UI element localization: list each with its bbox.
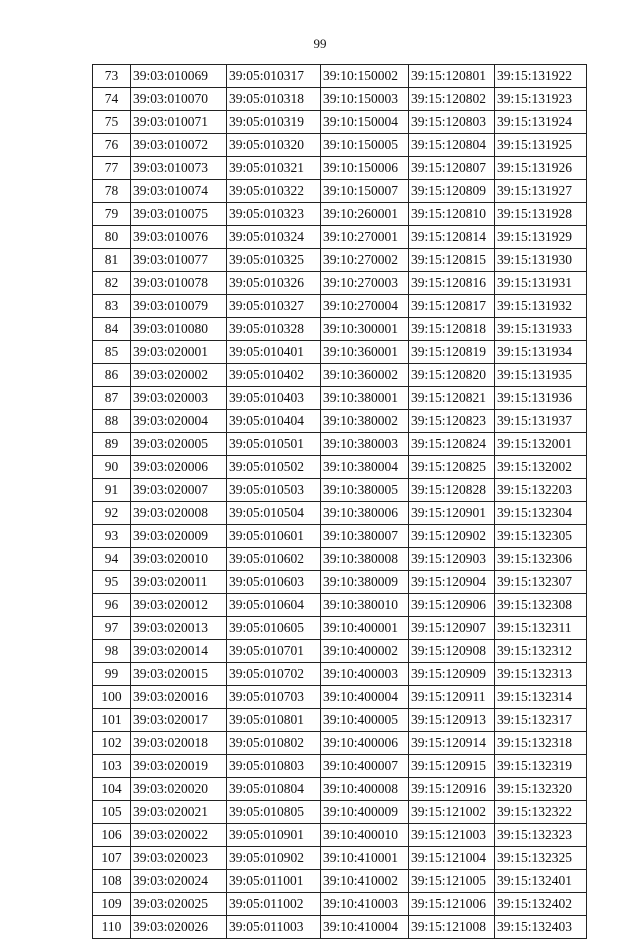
cadastral-code-cell: 39:15:131933 xyxy=(495,318,587,341)
cadastral-code-cell: 39:05:010605 xyxy=(227,617,321,640)
cadastral-code-cell: 39:10:270002 xyxy=(321,249,409,272)
table-row xyxy=(93,755,587,778)
bottom-edge xyxy=(0,902,640,903)
table-row xyxy=(93,502,587,525)
row-number-cell: 74 xyxy=(93,88,131,111)
cadastral-code-cell: 39:05:010502 xyxy=(227,456,321,479)
table-row xyxy=(93,709,587,732)
row-number-cell: 84 xyxy=(93,318,131,341)
cadastral-code-cell: 39:15:131930 xyxy=(495,249,587,272)
row-number-cell: 99 xyxy=(93,663,131,686)
cadastral-code-cell: 39:05:010902 xyxy=(227,847,321,870)
cadastral-code-cell: 39:05:010804 xyxy=(227,778,321,801)
cadastral-code-cell: 39:15:120909 xyxy=(409,663,495,686)
table-row xyxy=(93,295,587,318)
cadastral-code-cell: 39:15:131936 xyxy=(495,387,587,410)
cadastral-code-cell: 39:15:131935 xyxy=(495,364,587,387)
cadastral-code-cell: 39:10:410001 xyxy=(321,847,409,870)
row-number-cell: 104 xyxy=(93,778,131,801)
cadastral-code-cell: 39:15:132402 xyxy=(495,893,587,916)
cadastral-code-cell: 39:03:020022 xyxy=(131,824,227,847)
cadastral-code-cell: 39:10:150006 xyxy=(321,157,409,180)
cadastral-code-cell: 39:10:400001 xyxy=(321,617,409,640)
row-number-cell: 92 xyxy=(93,502,131,525)
cadastral-code-cell: 39:05:010317 xyxy=(227,65,321,88)
cadastral-code-cell: 39:03:020012 xyxy=(131,594,227,617)
cadastral-code-cell: 39:05:010604 xyxy=(227,594,321,617)
cadastral-code-cell: 39:03:010069 xyxy=(131,65,227,88)
table-row xyxy=(93,203,587,226)
cadastral-code-cell: 39:15:120809 xyxy=(409,180,495,203)
cadastral-code-cell: 39:15:131929 xyxy=(495,226,587,249)
cadastral-code-cell: 39:15:120824 xyxy=(409,433,495,456)
table-body xyxy=(93,65,587,939)
row-number-cell: 76 xyxy=(93,134,131,157)
cadastral-code-cell: 39:10:150005 xyxy=(321,134,409,157)
cadastral-code-cell: 39:15:120911 xyxy=(409,686,495,709)
row-number-cell: 89 xyxy=(93,433,131,456)
row-number-cell: 80 xyxy=(93,226,131,249)
cadastral-code-cell: 39:03:020018 xyxy=(131,732,227,755)
cadastral-code-cell: 39:15:120817 xyxy=(409,295,495,318)
cadastral-code-cell: 39:15:120802 xyxy=(409,88,495,111)
cadastral-code-cell: 39:15:120906 xyxy=(409,594,495,617)
cadastral-code-cell: 39:03:020010 xyxy=(131,548,227,571)
cadastral-code-cell: 39:15:132325 xyxy=(495,847,587,870)
table-row xyxy=(93,732,587,755)
row-number-cell: 102 xyxy=(93,732,131,755)
cadastral-code-cell: 39:10:410004 xyxy=(321,916,409,939)
cadastral-code-cell: 39:15:120814 xyxy=(409,226,495,249)
cadastral-code-cell: 39:15:131925 xyxy=(495,134,587,157)
cadastral-code-cell: 39:15:132313 xyxy=(495,663,587,686)
row-number-cell: 83 xyxy=(93,295,131,318)
cadastral-code-cell: 39:05:010404 xyxy=(227,410,321,433)
cadastral-code-cell: 39:15:121006 xyxy=(409,893,495,916)
cadastral-code-cell: 39:05:011003 xyxy=(227,916,321,939)
cadastral-code-cell: 39:03:020002 xyxy=(131,364,227,387)
table-row xyxy=(93,870,587,893)
cadastral-code-cell: 39:03:010078 xyxy=(131,272,227,295)
cadastral-code-cell: 39:15:132308 xyxy=(495,594,587,617)
cadastral-code-cell: 39:15:120903 xyxy=(409,548,495,571)
cadastral-code-cell: 39:03:020006 xyxy=(131,456,227,479)
table-row xyxy=(93,824,587,847)
cadastral-code-cell: 39:03:010074 xyxy=(131,180,227,203)
cadastral-code-cell: 39:10:400007 xyxy=(321,755,409,778)
cadastral-code-cell: 39:10:410003 xyxy=(321,893,409,916)
cadastral-code-cell: 39:03:020007 xyxy=(131,479,227,502)
cadastral-code-cell: 39:15:132304 xyxy=(495,502,587,525)
row-number-cell: 101 xyxy=(93,709,131,732)
cadastral-code-cell: 39:10:360001 xyxy=(321,341,409,364)
cadastral-code-cell: 39:15:120828 xyxy=(409,479,495,502)
cadastral-code-cell: 39:15:131923 xyxy=(495,88,587,111)
cadastral-code-cell: 39:15:120825 xyxy=(409,456,495,479)
cadastral-code-cell: 39:15:132319 xyxy=(495,755,587,778)
cadastral-code-cell: 39:03:010071 xyxy=(131,111,227,134)
cadastral-code-cell: 39:03:020001 xyxy=(131,341,227,364)
cadastral-code-cell: 39:15:121008 xyxy=(409,916,495,939)
cadastral-code-cell: 39:05:010701 xyxy=(227,640,321,663)
cadastral-code-cell: 39:05:010325 xyxy=(227,249,321,272)
cadastral-code-cell: 39:15:131927 xyxy=(495,180,587,203)
cadastral-code-cell: 39:15:132307 xyxy=(495,571,587,594)
cadastral-code-cell: 39:03:010077 xyxy=(131,249,227,272)
cadastral-code-cell: 39:03:020013 xyxy=(131,617,227,640)
cadastral-code-cell: 39:15:132305 xyxy=(495,525,587,548)
table-row xyxy=(93,318,587,341)
cadastral-code-cell: 39:15:120803 xyxy=(409,111,495,134)
cadastral-code-cell: 39:15:120819 xyxy=(409,341,495,364)
cadastral-code-cell: 39:15:132311 xyxy=(495,617,587,640)
row-number-cell: 95 xyxy=(93,571,131,594)
row-number-cell: 82 xyxy=(93,272,131,295)
cadastral-code-cell: 39:03:010080 xyxy=(131,318,227,341)
cadastral-code-cell: 39:15:132318 xyxy=(495,732,587,755)
cadastral-code-cell: 39:03:020020 xyxy=(131,778,227,801)
cadastral-code-cell: 39:15:120913 xyxy=(409,709,495,732)
table-row xyxy=(93,249,587,272)
cadastral-code-cell: 39:15:132306 xyxy=(495,548,587,571)
cadastral-code-cell: 39:10:380003 xyxy=(321,433,409,456)
table-row xyxy=(93,88,587,111)
row-number-cell: 77 xyxy=(93,157,131,180)
table-row xyxy=(93,571,587,594)
cadastral-code-cell: 39:05:010326 xyxy=(227,272,321,295)
cadastral-code-cell: 39:10:150002 xyxy=(321,65,409,88)
row-number-cell: 94 xyxy=(93,548,131,571)
row-number-cell: 79 xyxy=(93,203,131,226)
cadastral-code-cell: 39:05:010327 xyxy=(227,295,321,318)
table-row xyxy=(93,801,587,824)
cadastral-code-cell: 39:03:020019 xyxy=(131,755,227,778)
cadastral-code-cell: 39:05:010805 xyxy=(227,801,321,824)
cadastral-code-cell: 39:15:121002 xyxy=(409,801,495,824)
cadastral-code-cell: 39:10:150003 xyxy=(321,88,409,111)
cadastral-code-cell: 39:05:010322 xyxy=(227,180,321,203)
cadastral-code-cell: 39:10:400008 xyxy=(321,778,409,801)
cadastral-code-cell: 39:15:131934 xyxy=(495,341,587,364)
cadastral-code-cell: 39:05:010402 xyxy=(227,364,321,387)
cadastral-code-cell: 39:03:010075 xyxy=(131,203,227,226)
cadastral-code-cell: 39:03:010072 xyxy=(131,134,227,157)
table-row xyxy=(93,617,587,640)
cadastral-code-cell: 39:15:120914 xyxy=(409,732,495,755)
cadastral-code-cell: 39:03:020025 xyxy=(131,893,227,916)
cadastral-code-cell: 39:15:121005 xyxy=(409,870,495,893)
table-row xyxy=(93,134,587,157)
cadastral-code-cell: 39:05:010803 xyxy=(227,755,321,778)
cadastral-code-cell: 39:15:120807 xyxy=(409,157,495,180)
page-number: 99 xyxy=(313,36,327,51)
cadastral-code-cell: 39:10:380006 xyxy=(321,502,409,525)
cadastral-code-cell: 39:10:270003 xyxy=(321,272,409,295)
cadastral-code-cell: 39:15:132002 xyxy=(495,456,587,479)
table-row xyxy=(93,916,587,939)
cadastral-code-cell: 39:05:010602 xyxy=(227,548,321,571)
cadastral-code-cell: 39:15:120904 xyxy=(409,571,495,594)
table-row xyxy=(93,180,587,203)
row-number-cell: 103 xyxy=(93,755,131,778)
cadastral-code-cell: 39:10:400004 xyxy=(321,686,409,709)
cadastral-code-cell: 39:10:380007 xyxy=(321,525,409,548)
cadastral-code-cell: 39:05:010501 xyxy=(227,433,321,456)
cadastral-code-cell: 39:05:010320 xyxy=(227,134,321,157)
table-row xyxy=(93,433,587,456)
table-row xyxy=(93,410,587,433)
cadastral-code-cell: 39:15:132203 xyxy=(495,479,587,502)
cadastral-code-cell: 39:15:132001 xyxy=(495,433,587,456)
table-row xyxy=(93,640,587,663)
row-number-cell: 96 xyxy=(93,594,131,617)
row-number-cell: 100 xyxy=(93,686,131,709)
table-row xyxy=(93,272,587,295)
cadastral-code-cell: 39:10:400009 xyxy=(321,801,409,824)
cadastral-code-cell: 39:15:131928 xyxy=(495,203,587,226)
row-number-cell: 73 xyxy=(93,65,131,88)
cadastral-code-cell: 39:10:400005 xyxy=(321,709,409,732)
cadastral-code-cell: 39:15:132317 xyxy=(495,709,587,732)
row-number-cell: 91 xyxy=(93,479,131,502)
cadastral-code-cell: 39:03:020016 xyxy=(131,686,227,709)
cadastral-code-cell: 39:03:010073 xyxy=(131,157,227,180)
cadastral-code-cell: 39:03:020011 xyxy=(131,571,227,594)
table-row xyxy=(93,847,587,870)
table-row xyxy=(93,663,587,686)
cadastral-code-cell: 39:05:010323 xyxy=(227,203,321,226)
cadastral-code-cell: 39:15:120908 xyxy=(409,640,495,663)
row-number-cell: 75 xyxy=(93,111,131,134)
cadastral-code-cell: 39:03:020008 xyxy=(131,502,227,525)
cadastral-code-cell: 39:03:020014 xyxy=(131,640,227,663)
cadastral-code-cell: 39:10:360002 xyxy=(321,364,409,387)
cadastral-code-cell: 39:15:121004 xyxy=(409,847,495,870)
cadastral-code-cell: 39:10:380009 xyxy=(321,571,409,594)
row-number-cell: 98 xyxy=(93,640,131,663)
cadastral-code-cell: 39:10:400002 xyxy=(321,640,409,663)
cadastral-code-cell: 39:10:380005 xyxy=(321,479,409,502)
cadastral-code-cell: 39:15:120801 xyxy=(409,65,495,88)
cadastral-code-cell: 39:05:010401 xyxy=(227,341,321,364)
row-number-cell: 85 xyxy=(93,341,131,364)
cadastral-code-cell: 39:15:132312 xyxy=(495,640,587,663)
cadastral-code-cell: 39:03:020017 xyxy=(131,709,227,732)
cadastral-code-cell: 39:05:010503 xyxy=(227,479,321,502)
cadastral-code-cell: 39:10:400006 xyxy=(321,732,409,755)
cadastral-code-cell: 39:05:010601 xyxy=(227,525,321,548)
cadastral-code-cell: 39:15:120810 xyxy=(409,203,495,226)
table-row xyxy=(93,686,587,709)
row-number-cell: 93 xyxy=(93,525,131,548)
cadastral-code-cell: 39:15:132403 xyxy=(495,916,587,939)
cadastral-code-cell: 39:10:380002 xyxy=(321,410,409,433)
table-row xyxy=(93,594,587,617)
row-number-cell: 97 xyxy=(93,617,131,640)
row-number-cell: 90 xyxy=(93,456,131,479)
cadastral-code-cell: 39:03:020005 xyxy=(131,433,227,456)
table-row xyxy=(93,778,587,801)
row-number-cell: 108 xyxy=(93,870,131,893)
table-row xyxy=(93,364,587,387)
cadastral-code-cell: 39:03:020009 xyxy=(131,525,227,548)
cadastral-code-cell: 39:10:380010 xyxy=(321,594,409,617)
cadastral-code-cell: 39:15:132323 xyxy=(495,824,587,847)
cadastral-code-cell: 39:10:260001 xyxy=(321,203,409,226)
table-row xyxy=(93,387,587,410)
cadastral-code-cell: 39:03:020026 xyxy=(131,916,227,939)
table-row xyxy=(93,111,587,134)
cadastral-code-cell: 39:15:121003 xyxy=(409,824,495,847)
table-row xyxy=(93,479,587,502)
cadastral-code-cell: 39:05:011001 xyxy=(227,870,321,893)
cadastral-code-cell: 39:15:120821 xyxy=(409,387,495,410)
cadastral-code-cell: 39:15:131922 xyxy=(495,65,587,88)
table-row xyxy=(93,65,587,88)
cadastral-code-cell: 39:10:270001 xyxy=(321,226,409,249)
row-number-cell: 87 xyxy=(93,387,131,410)
cadastral-code-cell: 39:15:120804 xyxy=(409,134,495,157)
cadastral-code-cell: 39:10:400003 xyxy=(321,663,409,686)
cadastral-code-cell: 39:05:010603 xyxy=(227,571,321,594)
cadastral-code-cell: 39:05:010321 xyxy=(227,157,321,180)
cadastral-code-cell: 39:15:131932 xyxy=(495,295,587,318)
cadastral-code-cell: 39:05:010802 xyxy=(227,732,321,755)
cadastral-code-cell: 39:05:010324 xyxy=(227,226,321,249)
cadastral-code-cell: 39:10:270004 xyxy=(321,295,409,318)
cadastral-code-cell: 39:10:150007 xyxy=(321,180,409,203)
cadastral-code-cell: 39:03:020015 xyxy=(131,663,227,686)
cadastral-code-cell: 39:05:010703 xyxy=(227,686,321,709)
cadastral-code-cell: 39:03:020004 xyxy=(131,410,227,433)
row-number-cell: 105 xyxy=(93,801,131,824)
cadastral-code-cell: 39:15:120816 xyxy=(409,272,495,295)
cadastral-code-cell: 39:15:120820 xyxy=(409,364,495,387)
cadastral-code-cell: 39:15:132322 xyxy=(495,801,587,824)
cadastral-code-cell: 39:15:120818 xyxy=(409,318,495,341)
cadastral-code-cell: 39:05:010319 xyxy=(227,111,321,134)
cadastral-code-cell: 39:05:010328 xyxy=(227,318,321,341)
cadastral-code-cell: 39:05:010801 xyxy=(227,709,321,732)
row-number-cell: 106 xyxy=(93,824,131,847)
cadastral-code-cell: 39:10:410002 xyxy=(321,870,409,893)
cadastral-code-cell: 39:15:131924 xyxy=(495,111,587,134)
cadastral-code-cell: 39:03:010070 xyxy=(131,88,227,111)
row-number-cell: 110 xyxy=(93,916,131,939)
cadastral-code-cell: 39:10:380001 xyxy=(321,387,409,410)
row-number-cell: 78 xyxy=(93,180,131,203)
row-number-cell: 109 xyxy=(93,893,131,916)
cadastral-code-cell: 39:10:380008 xyxy=(321,548,409,571)
row-number-cell: 86 xyxy=(93,364,131,387)
table-row xyxy=(93,226,587,249)
cadastral-code-cell: 39:15:132314 xyxy=(495,686,587,709)
cadastral-code-cell: 39:15:120901 xyxy=(409,502,495,525)
cadastral-code-cell: 39:15:120907 xyxy=(409,617,495,640)
table-row xyxy=(93,548,587,571)
cadastral-code-cell: 39:03:020023 xyxy=(131,847,227,870)
cadastral-code-cell: 39:03:010076 xyxy=(131,226,227,249)
row-number-cell: 81 xyxy=(93,249,131,272)
table-row xyxy=(93,525,587,548)
row-number-cell: 107 xyxy=(93,847,131,870)
cadastral-code-cell: 39:15:131926 xyxy=(495,157,587,180)
cadastral-code-cell: 39:15:131931 xyxy=(495,272,587,295)
cadastral-code-cell: 39:15:120823 xyxy=(409,410,495,433)
table-row xyxy=(93,157,587,180)
cadastral-code-cell: 39:15:132401 xyxy=(495,870,587,893)
cadastral-code-cell: 39:05:011002 xyxy=(227,893,321,916)
cadastral-code-cell: 39:15:120815 xyxy=(409,249,495,272)
cadastral-code-cell: 39:05:010504 xyxy=(227,502,321,525)
cadastral-code-cell: 39:15:120915 xyxy=(409,755,495,778)
cadastral-code-cell: 39:10:380004 xyxy=(321,456,409,479)
cadastral-code-cell: 39:10:400010 xyxy=(321,824,409,847)
cadastral-code-cell: 39:03:010079 xyxy=(131,295,227,318)
cadastral-code-cell: 39:05:010403 xyxy=(227,387,321,410)
row-number-cell: 88 xyxy=(93,410,131,433)
cadastral-code-cell: 39:05:010702 xyxy=(227,663,321,686)
cadastral-code-cell: 39:15:131937 xyxy=(495,410,587,433)
cadastral-code-cell: 39:15:120902 xyxy=(409,525,495,548)
cadastral-code-cell: 39:15:132320 xyxy=(495,778,587,801)
table-row xyxy=(93,341,587,364)
cadastral-code-cell: 39:05:010901 xyxy=(227,824,321,847)
cadastral-code-cell: 39:03:020003 xyxy=(131,387,227,410)
cadastral-code-cell: 39:05:010318 xyxy=(227,88,321,111)
table-row xyxy=(93,893,587,916)
cadastral-code-cell: 39:10:150004 xyxy=(321,111,409,134)
cadastral-code-cell: 39:10:300001 xyxy=(321,318,409,341)
cadastral-code-cell: 39:03:020024 xyxy=(131,870,227,893)
cadastral-code-cell: 39:03:020021 xyxy=(131,801,227,824)
cadastral-table xyxy=(92,64,587,939)
cadastral-code-cell: 39:15:120916 xyxy=(409,778,495,801)
table-row xyxy=(93,456,587,479)
